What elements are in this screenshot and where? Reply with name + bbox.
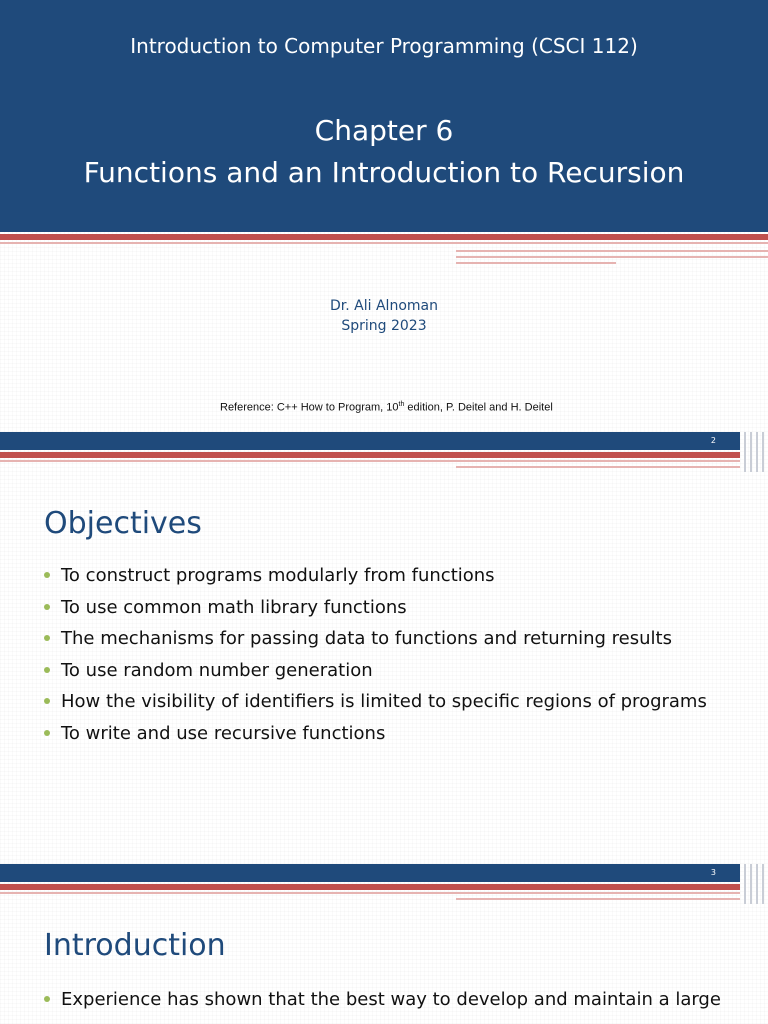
slide-title: Objectives <box>44 506 202 541</box>
author-block <box>0 296 768 336</box>
introduction-list <box>44 984 721 1016</box>
bullet-dot-icon <box>44 572 50 578</box>
page-number: 3 <box>710 868 716 877</box>
bullet-dot-icon <box>44 698 50 704</box>
list-item: To construct programs modularly from functions <box>44 560 707 592</box>
introduction-slide <box>0 864 768 1024</box>
page-number: 2 <box>710 436 716 445</box>
pink-stripe <box>456 256 768 258</box>
reference-suffix: edition, P. Deitel and H. Deitel <box>404 401 553 414</box>
pink-stripe <box>456 466 740 468</box>
bullet-dot-icon <box>44 604 50 610</box>
pink-stripe <box>0 242 768 244</box>
slide-header-bar <box>0 432 740 450</box>
list-item: To write and use recursive functions <box>44 718 707 750</box>
slide-title: Introduction <box>44 928 226 963</box>
pink-stripe <box>456 898 740 900</box>
slide-header-bar <box>0 864 740 882</box>
pink-stripe <box>456 262 616 264</box>
objectives-slide <box>0 432 768 864</box>
chapter-name: Functions and an Introduction to Recursion <box>83 156 685 189</box>
bullet-dot-icon <box>44 996 50 1002</box>
bullet-dot-icon <box>44 667 50 673</box>
red-stripe <box>0 452 740 458</box>
title-slide <box>0 0 768 432</box>
pink-stripe <box>456 250 768 252</box>
objectives-list <box>44 560 707 749</box>
author-name: Dr. Ali Alnoman <box>330 298 438 314</box>
reference-text <box>220 401 553 414</box>
title-banner <box>0 0 768 232</box>
list-item: Experience has shown that the best way to develop and maintain a large <box>44 984 721 1016</box>
list-item: How the visibility of identifiers is limited to specific regions of programs <box>44 686 707 718</box>
list-item: To use random number generation <box>44 655 707 687</box>
list-item: The mechanisms for passing data to functions and returning results <box>44 623 707 655</box>
red-stripe <box>0 884 740 890</box>
reference-sup: th <box>398 401 405 408</box>
list-item: To use common math library functions <box>44 592 707 624</box>
vertical-stripes <box>740 432 768 472</box>
pink-stripe <box>0 892 740 894</box>
reference-prefix: Reference: C++ How to Program, 10 <box>220 401 399 414</box>
chapter-number: Chapter 6 <box>314 114 454 147</box>
vertical-stripes <box>740 864 768 904</box>
red-stripe <box>0 234 768 240</box>
bullet-dot-icon <box>44 635 50 641</box>
pink-stripe <box>0 460 740 462</box>
chapter-title <box>0 110 768 194</box>
term: Spring 2023 <box>341 318 427 334</box>
course-title: Introduction to Computer Programming (CSCI 112) <box>130 34 638 58</box>
bullet-dot-icon <box>44 730 50 736</box>
